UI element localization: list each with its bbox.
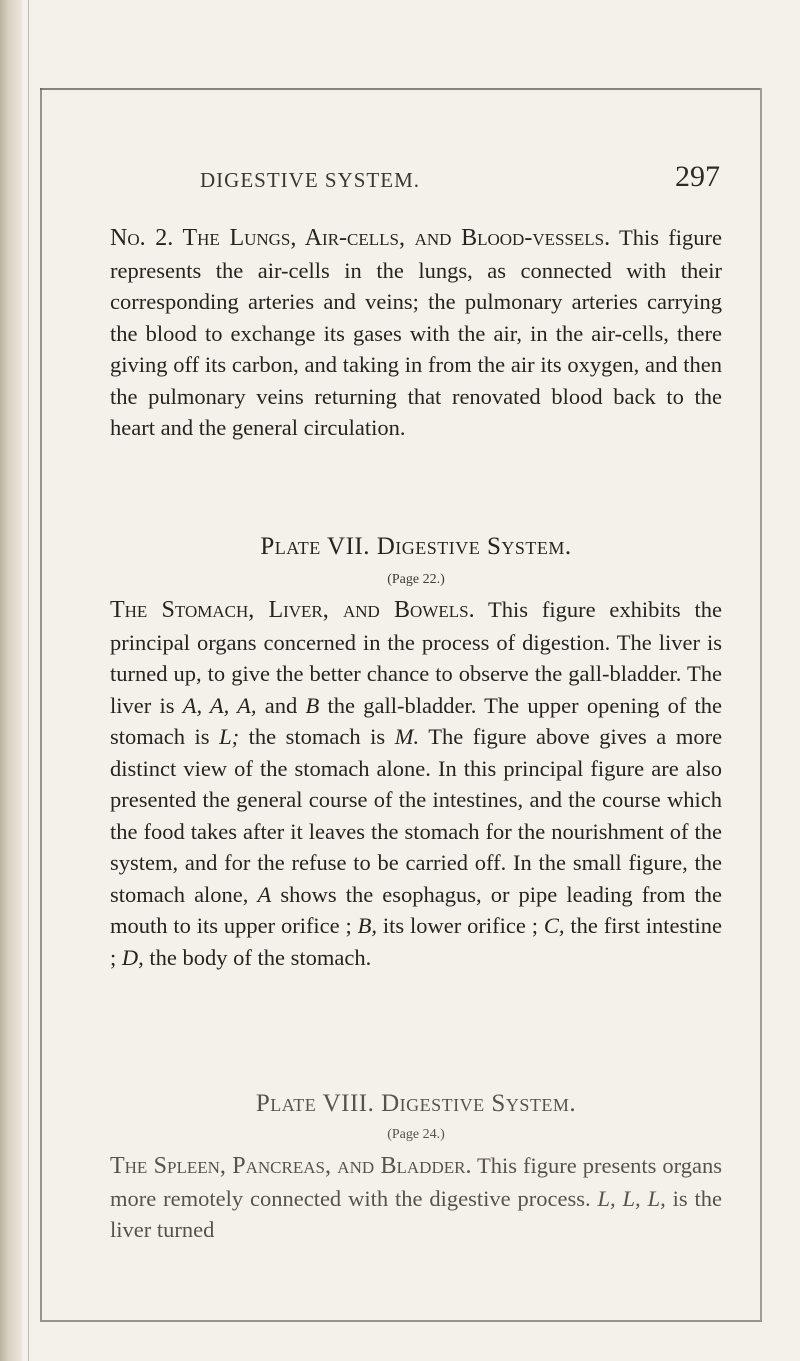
plate-vii-letter-gallbladder: B <box>305 692 320 718</box>
plate-viii-lead: The Spleen, Pancreas, and Bladder. <box>110 1153 472 1179</box>
plate-viii-letters-liver: L, L, L, <box>597 1185 666 1211</box>
plate-vii-text-5: The figure above gives a more distinct view of the stomach alone. In this principal figure are also presented the general course of the intestines, and the course which the food takes after it leaves the stomach for the nourishment of the system, and for the refuse to be carried off. In the small figure, the stomach alone, <box>110 724 723 907</box>
plate-vii-letter-upper-opening: L; <box>219 724 240 749</box>
plate-vii-letter-stomach: M. <box>394 724 420 749</box>
plate-vii-text-9: the body of the stomach. <box>149 944 372 970</box>
frame-border-left <box>40 88 42 1320</box>
plate-vii-text-2: and <box>264 692 298 718</box>
section-no2-lead: No. 2. The Lungs, Air-cells, and Blood-vessels. <box>110 225 611 251</box>
plate-vii-text-7: its lower orifice ; <box>382 913 538 938</box>
frame-border-top <box>40 88 760 90</box>
plate-vii-heading: Plate VII. Digestive System. <box>260 533 572 560</box>
binding-shadow-line <box>28 0 29 1361</box>
plate-vii-text-6: shows the esophagus, or pipe leading from the mouth to its upper orifice ; <box>110 881 723 938</box>
section-no2-body: This figure represents the air-cells in the lungs, as connected with their corresponding arteries and veins; the pulmonary arteries carrying the blood to exchange its gases with the air, in the air-cells, there giving off its carbon, and taking in from the air its oxygen, and then the pulmonary veins returning that renovated blood back to the heart and the general circulation. <box>110 225 722 440</box>
plate-vii-text-8: the first intestine ; <box>110 913 723 970</box>
plate-vii-text-1: This figure exhibits the principal organs concerned in the process of digestion. The liver is turned up, to give the better chance to observe the gall-bladder. The liver is <box>110 597 722 718</box>
plate-vii-letter-c: C, <box>543 913 565 938</box>
plate-vii-letter-a: A <box>257 881 272 907</box>
plate-vii-page-ref: (Page 22.) <box>387 572 445 587</box>
plate-viii-paragraph <box>110 1150 722 1246</box>
plate-vii-letters-liver: A, A, A, <box>182 692 257 718</box>
plate-vii-text-3: the gall-bladder. The upper opening of the stomach is <box>110 692 723 749</box>
plate-viii-heading: Plate VIII. Digestive System. <box>255 1090 577 1117</box>
page-binding-edge <box>0 0 22 1361</box>
page-header <box>110 160 720 200</box>
page-number: 297 <box>675 160 720 193</box>
plate-vii-letter-d: D, <box>121 944 144 970</box>
plate-vii-text-4: the stomach is <box>248 724 386 749</box>
plate-viii-page-ref: (Page 24.) <box>387 1127 445 1142</box>
section-no2-paragraph <box>110 222 722 444</box>
plate-vii-lead: The Stomach, Liver, and Bowels. <box>110 597 475 623</box>
plate-vii-letter-b: B, <box>357 913 378 938</box>
plate-viii-text-2: is the liver turned <box>110 1185 723 1242</box>
running-head: DIGESTIVE SYSTEM. <box>200 168 420 192</box>
frame-border-right <box>760 88 762 1320</box>
plate-vii-paragraph <box>110 594 722 973</box>
plate-viii-text-1: This figure presents organs more remotely connected with the digestive process. <box>110 1153 722 1211</box>
frame-border-bottom <box>40 1320 762 1322</box>
